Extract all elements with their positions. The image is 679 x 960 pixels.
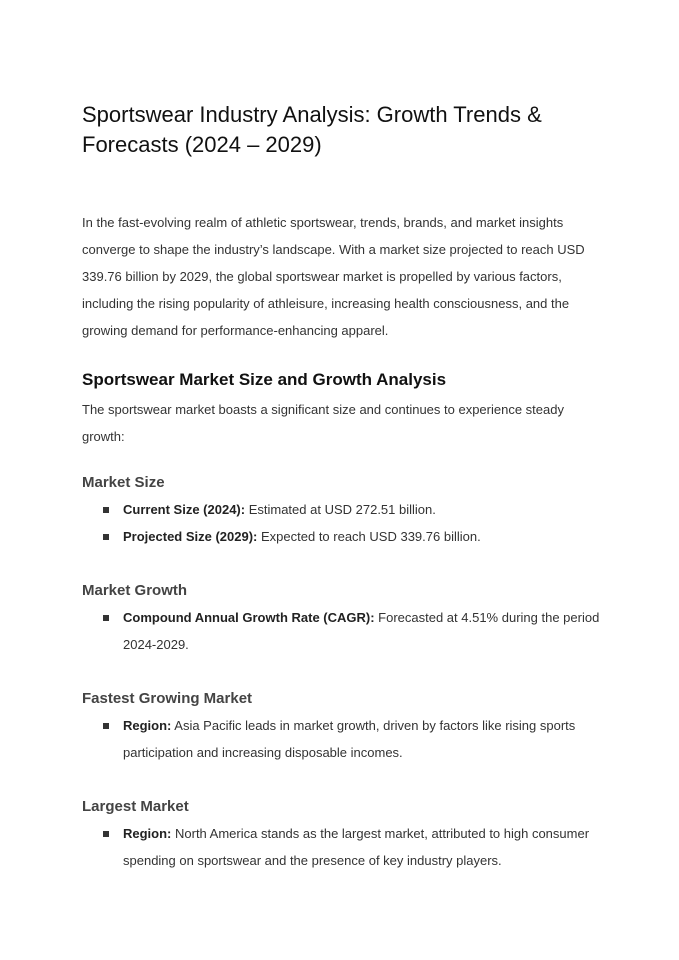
list-item-text: Forecasted at 4.51% during the period 2024-2029. <box>123 610 600 652</box>
list-item-label: Region: <box>123 718 172 733</box>
square-bullet-icon <box>103 507 109 513</box>
list-item-label: Projected Size (2029): <box>123 529 258 544</box>
section-heading: Sportswear Market Size and Growth Analysis <box>82 370 447 389</box>
fastest-market-heading: Fastest Growing Market <box>82 690 253 707</box>
list-item-label: Compound Annual Growth Rate (CAGR): <box>123 610 375 625</box>
list-item-label: Region: <box>123 826 172 841</box>
document-title: Sportswear Industry Analysis: Growth Trends & Forecasts (2024 – 2029) <box>82 102 542 157</box>
list-item <box>82 523 602 550</box>
list-item-text: Expected to reach USD 339.76 billion. <box>257 529 481 544</box>
market-size-list <box>82 496 602 550</box>
section-lead-paragraph: The sportswear market boasts a significant size and continues to experience steady growth: <box>82 402 564 444</box>
square-bullet-icon <box>103 723 109 729</box>
list-item <box>82 712 602 766</box>
largest-market-section <box>82 796 602 874</box>
list-item-label: Current Size (2024): <box>123 502 246 517</box>
square-bullet-icon <box>103 831 109 837</box>
market-size-heading: Market Size <box>82 474 165 491</box>
fastest-market-list <box>82 712 602 766</box>
square-bullet-icon <box>103 534 109 540</box>
list-item-text: Asia Pacific leads in market growth, driven by factors like rising sports participation and increasing disposable incomes. <box>123 718 576 760</box>
largest-market-heading: Largest Market <box>82 798 189 815</box>
market-growth-section <box>82 580 602 658</box>
list-item <box>82 496 602 523</box>
list-item <box>82 820 602 874</box>
intro-paragraph: In the fast-evolving realm of athletic sportswear, trends, brands, and market insights converge to shape the industry’s landscape. With a market size projected to reach USD 339.76 billion by 2029, the global sportswear market is propelled by various factors, including the rising popularity of athleisure, increasing health consciousness, and the growing demand for performance-enhancing apparel. <box>82 215 585 338</box>
list-item-text: North America stands as the largest market, attributed to high consumer spending on sportswear and the presence of key industry players. <box>123 826 590 868</box>
list-item <box>82 604 602 658</box>
market-growth-list <box>82 604 602 658</box>
list-item-text: Estimated at USD 272.51 billion. <box>245 502 436 517</box>
market-size-section <box>82 472 602 550</box>
square-bullet-icon <box>103 615 109 621</box>
fastest-market-section <box>82 688 602 766</box>
market-growth-heading: Market Growth <box>82 582 188 599</box>
largest-market-list <box>82 820 602 874</box>
